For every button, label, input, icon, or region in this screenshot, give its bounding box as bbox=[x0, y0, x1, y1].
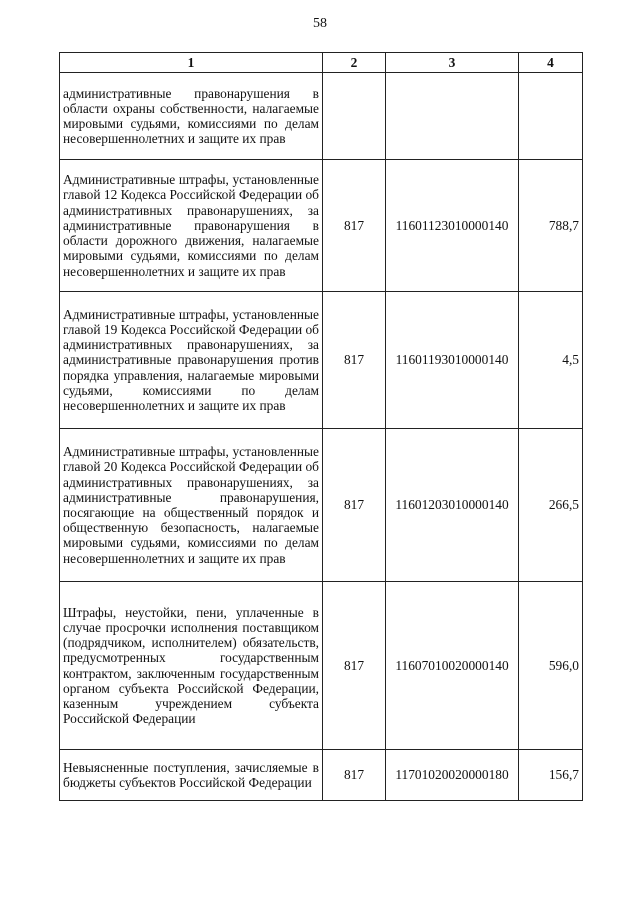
table-header-row bbox=[60, 53, 583, 73]
row-admin-code bbox=[323, 73, 386, 160]
row-budget-code bbox=[386, 73, 519, 160]
row-amount bbox=[519, 73, 583, 160]
row-budget-code: 11701020020000180 bbox=[386, 750, 519, 801]
row-description: Административные штрафы, установленные главой 20 Кодекса Российской Федерации об административных правонарушениях, за административные правонарушения, посягающие на общественный порядок и общественную безопасность, налагаемые мировыми судьями, комиссиями по делам несовершеннолетних и защите их прав bbox=[60, 429, 323, 582]
table-row bbox=[60, 750, 583, 801]
row-admin-code: 817 bbox=[323, 750, 386, 801]
row-amount: 156,7 bbox=[519, 750, 583, 801]
row-description: административные правонарушения в области охраны собственности, налагаемые мировыми судьями, комиссиями по делам несовершеннолетних и защите их прав bbox=[60, 73, 323, 160]
row-description: Невыясненные поступления, зачисляемые в бюджеты субъектов Российской Федерации bbox=[60, 750, 323, 801]
row-admin-code: 817 bbox=[323, 429, 386, 582]
row-amount: 596,0 bbox=[519, 582, 583, 750]
row-amount: 4,5 bbox=[519, 292, 583, 429]
row-amount: 788,7 bbox=[519, 160, 583, 292]
column-header-1: 1 bbox=[60, 53, 323, 73]
row-budget-code: 11601123010000140 bbox=[386, 160, 519, 292]
column-header-3: 3 bbox=[386, 53, 519, 73]
row-admin-code: 817 bbox=[323, 160, 386, 292]
table-row bbox=[60, 73, 583, 160]
revenue-table bbox=[59, 52, 583, 801]
row-admin-code: 817 bbox=[323, 292, 386, 429]
row-budget-code: 11601193010000140 bbox=[386, 292, 519, 429]
row-description: Штрафы, неустойки, пени, уплаченные в случае просрочки исполнения поставщиком (подрядчиком, исполнителем) обязательств, предусмотренных государственным контрактом, заключенным государственным органом субъекта Российской Федерации, казенным учреждением субъекта Российской Федерации bbox=[60, 582, 323, 750]
table-row bbox=[60, 429, 583, 582]
row-description: Административные штрафы, установленные главой 19 Кодекса Российской Федерации об административных правонарушениях, за административные правонарушения против порядка управления, налагаемые мировыми судьями, комиссиями по делам несовершеннолетних и защите их прав bbox=[60, 292, 323, 429]
column-header-4: 4 bbox=[519, 53, 583, 73]
table-row bbox=[60, 292, 583, 429]
row-budget-code: 11601203010000140 bbox=[386, 429, 519, 582]
row-description: Административные штрафы, установленные главой 12 Кодекса Российской Федерации об административных правонарушениях, за административные правонарушения в области дорожного движения, налагаемые мировыми судьями, комиссиями по делам несовершеннолетних и защите их прав bbox=[60, 160, 323, 292]
row-admin-code: 817 bbox=[323, 582, 386, 750]
row-budget-code: 11607010020000140 bbox=[386, 582, 519, 750]
table-row bbox=[60, 582, 583, 750]
row-amount: 266,5 bbox=[519, 429, 583, 582]
page-number: 58 bbox=[313, 16, 327, 31]
table-row bbox=[60, 160, 583, 292]
column-header-2: 2 bbox=[323, 53, 386, 73]
